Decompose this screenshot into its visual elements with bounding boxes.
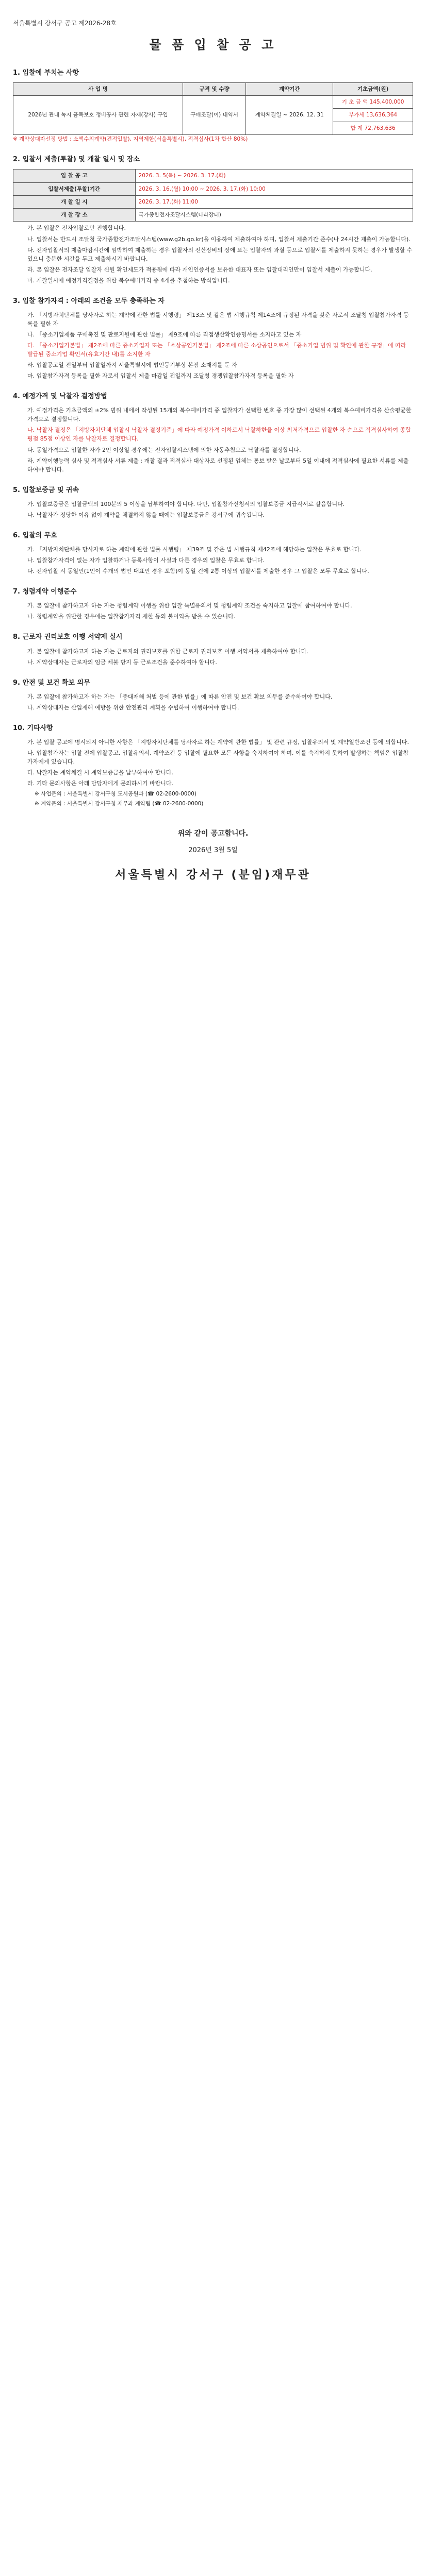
table-header: 규격 및 수량: [183, 82, 245, 95]
list-item: 라. 입찰공고일 전일부터 입찰일까지 서울특별시에 법인등기부상 본점 소재지를 둔 자: [27, 362, 237, 369]
list-item: 가. 예정가격은 기초금액의 ±2% 범위 내에서 작성된 15개의 복수예비가격 중 입찰자가 선택한 번호 중 가장 많이 선택된 4개의 복수예비가격을 산술평균한 가격으로 결정합니다.: [27, 407, 412, 423]
schedule-value: 2026. 3. 17.(화) 11:00: [135, 195, 413, 208]
section-7-title: 7. 청렴계약 이행준수: [13, 588, 77, 596]
list-item: 마. 입찰참가자격 등록을 필한 자로서 입찰서 제출 마감일 전일까지 조달청 경쟁입찰참가자격 등록을 필한 자: [27, 372, 294, 380]
section-10-title: 10. 기타사항: [13, 724, 53, 732]
schedule-label: 입 찰 공 고: [13, 170, 136, 182]
schedule-label: 입찰서제출(투찰)기간: [13, 182, 136, 195]
list-item: 나. 낙찰자 결정은 「지방자치단체 입찰시 낙찰자 결정기준」에 따라 예정가격 이하로서 낙찰하한율 이상 최저가격으로 입찰한 자 순으로 적격심사하여 종합평점 85점 이상인 자를 낙찰자로 결정합니다.: [27, 427, 411, 443]
period-cell: 계약체결일 ~ 2026. 12. 31: [246, 96, 333, 135]
list-item: 나. 「중소기업제품 구매촉진 및 판로지원에 관한 법률」 제9조에 따른 직접생산확인증명서를 소지하고 있는 자: [27, 331, 302, 338]
list-item: 라. 계약이행능력 심사 및 적격심사 서류 제출 : 개찰 결과 적격심사 대상자로 선정된 업체는 통보 받은 날로부터 5일 이내에 적격심사에 필요한 서류를 제출하여야 합니다.: [27, 457, 409, 473]
section-1-title: 1. 입찰에 부치는 사항: [13, 69, 79, 77]
list-item: 다. 낙찰자는 계약체결 시 계약보증금을 납부하여야 합니다.: [27, 769, 173, 776]
list-item: 가. 본 입찰 공고에 명시되지 아니한 사항은 「지방자치단체를 당사자로 하는 계약에 관한 법률」 및 관련 규정, 입찰유의서 및 계약일반조건 등에 의합니다.: [27, 739, 409, 746]
issuing-organization: 서울특별시 강서구 (분임)재무관: [115, 868, 311, 882]
section-9-title: 9. 안전 및 보건 확보 의무: [13, 679, 90, 687]
list-item: 라. 본 입찰은 전자조달 입찰자 신원 확인제도가 적용됨에 따라 개인인증서를 보유한 대표자 또는 입찰대리인만이 입찰서 제출이 가능합니다.: [27, 266, 372, 273]
list-item: 나. 청렴계약을 위반한 경우에는 입찰참가자격 제한 등의 불이익을 받을 수 있습니다.: [27, 613, 236, 620]
section-6-title: 6. 입찰의 무효: [13, 531, 57, 539]
list-item: 나. 입찰참가자는 입찰 전에 입찰공고, 입찰유의서, 계약조건 등 입찰에 필요한 모든 사항을 숙지하여야 하며, 이를 숙지하지 못하여 발생하는 책임은 입찰참가자에게 있습니다.: [27, 750, 409, 766]
list-item: 다. 「중소기업기본법」 제2조에 따른 중소기업자 또는 「소상공인기본법」 제2조에 따른 소상공인으로서 「중소기업 범위 및 확인에 관한 규정」에 따라 발급된 중소기업 확인서(유효기간 내)를 소지한 자: [27, 342, 406, 358]
table-header: 계약기간: [246, 82, 333, 95]
closing-text: 위와 같이 공고합니다.: [177, 829, 249, 838]
schedule-table: [13, 169, 413, 222]
schedule-value: 국가종합전자조달시스템(나라장터): [135, 209, 413, 222]
list-item: 가. 「지방자치단체를 당사자로 하는 계약에 관한 법률 시행령」 제39조 및 같은 법 시행규칙 제42조에 해당하는 입찰은 무효로 합니다.: [27, 546, 362, 553]
list-item: 가. 본 입찰에 참가하고자 하는 자는 청렴계약 이행을 위한 입찰 특별유의서 및 청렴계약 조건을 숙지하고 입찰에 참여하여야 합니다.: [27, 602, 352, 609]
base-price-cell: 기 초 금 액 145,400,000: [333, 96, 413, 109]
list-item: 나. 낙찰자가 정당한 이유 없이 계약을 체결하지 않을 때에는 입찰보증금은 강서구에 귀속됩니다.: [27, 511, 265, 518]
list-item: 다. 동일가격으로 입찰한 자가 2인 이상일 경우에는 전자입찰시스템에 의한 자동추첨으로 낙찰자를 결정합니다.: [27, 446, 301, 453]
total-cell: 합 계 72,763,636: [333, 122, 413, 134]
schedule-label: 개 찰 일 시: [13, 195, 136, 208]
section-2-title: 2. 입찰서 제출(투찰) 및 개찰 일시 및 장소: [13, 156, 140, 164]
table-header: 사 업 명: [13, 82, 183, 95]
section-8-title: 8. 근로자 권리보호 이행 서약제 실시: [13, 633, 123, 641]
section-3-title: 3. 입찰 참가자격 : 아래의 조건을 모두 충족하는 자: [13, 297, 165, 305]
list-item: 가. 「지방자치단체를 당사자로 하는 계약에 관한 법률 시행령」 제13조 및 같은 법 시행규칙 제14조에 규정된 자격을 갖춘 자로서 조달청 입찰참가자격 등록을 필한 자: [27, 311, 409, 327]
spec-cell: 구매조달(이) 내역서: [183, 96, 245, 135]
schedule-label: 개 찰 장 소: [13, 209, 136, 222]
section-5-title: 5. 입찰보증금 및 귀속: [13, 486, 79, 494]
contact-line: ※ 사업문의 : 서울특별시 강서구청 도시공원과 (☎ 02-2600-0000): [35, 791, 196, 798]
table-header: 기초금액(원): [333, 82, 413, 95]
list-item: 나. 계약상대자는 산업재해 예방을 위한 안전관리 계획을 수립하여 이행하여야 합니다.: [27, 704, 239, 711]
contract-method-note: ※ 계약상대자선정 방법 : 소액수의계약(견적입찰), 지역제한(서울특별시), 적격심사(1차 합산 80%): [13, 135, 248, 142]
schedule-value: 2026. 3. 16.(월) 10:00 ~ 2026. 3. 17.(화) 10:00: [135, 182, 413, 195]
contact-line: ※ 계약문의 : 서울특별시 강서구청 재무과 계약팀 (☎ 02-2600-0000): [35, 800, 204, 807]
project-name-cell: 2026년 관내 녹지 품목보호 정비공사 관련 자재(강사) 구입: [13, 96, 183, 135]
list-item: 가. 본 입찰은 전자입찰로만 진행합니다.: [27, 225, 126, 232]
section-4-title: 4. 예정가격 및 낙찰자 결정방법: [13, 393, 107, 401]
list-item: 가. 입찰보증금은 입찰금액의 100분의 5 이상을 납부하여야 합니다. 다만, 입찰참가신청서의 입찰보증금 지급각서로 갈음합니다.: [27, 500, 345, 507]
notice-date: 2026년 3월 5일: [188, 846, 238, 855]
vat-cell: 부가세 13,636,364: [333, 109, 413, 122]
list-item: 나. 입찰서는 반드시 조달청 국가종합전자조달시스템(www.g2b.go.kr)을 이용하여 제출하여야 하며, 입찰서 제출기간 준수(나 24시간 제출이 가능합니다).: [27, 235, 411, 243]
schedule-value: 2026. 3. 5(목) ~ 2026. 3. 17.(화): [135, 170, 413, 182]
document-number: 서울특별시 강서구 공고 제2026-28호: [13, 20, 117, 27]
document-title: 물 품 입 찰 공 고: [149, 37, 277, 52]
list-item: 나. 계약상대자는 근로자의 임금 체불 방지 등 근로조건을 준수하여야 합니다.: [27, 658, 217, 666]
list-item: 마. 개찰일시에 예정가격결정을 위한 복수예비가격 중 4개를 추첨하는 방식입니다.: [27, 277, 230, 284]
list-item: 다. 전자입찰 시 동일인(1인이 수개의 법인 대표인 경우 포함)이 동일 건에 2통 이상의 입찰서를 제출한 경우 그 입찰은 모두 무효로 합니다.: [27, 568, 369, 575]
bid-summary-table: [13, 82, 413, 135]
list-item: 가. 본 입찰에 참가하고자 하는 자는 「중대재해 처벌 등에 관한 법률」에 따른 안전 및 보건 확보 의무를 준수하여야 합니다.: [27, 693, 333, 700]
list-item: 다. 전자입찰서의 제출마감시간에 임박하여 제출하는 경우 입찰자의 전산장비의 장애 또는 입찰자의 과실 등으로 입찰서를 제출하지 못하는 경우가 발생할 수 있으니 충분한 시간을 두고 제출하시기 바랍니다.: [27, 246, 413, 262]
list-item: 라. 기타 문의사항은 아래 담당자에게 문의하시기 바랍니다.: [27, 780, 173, 787]
list-item: 가. 본 입찰에 참가하고자 하는 자는 근로자의 권리보호를 위한 근로자 권리보호 이행 서약서를 제출하여야 합니다.: [27, 648, 308, 655]
notice-page: [13, 0, 413, 884]
list-item: 나. 입찰참가자격이 없는 자가 입찰하거나 등록사항이 사실과 다른 경우의 입찰은 무효로 합니다.: [27, 557, 265, 564]
signature-block: [13, 828, 413, 884]
